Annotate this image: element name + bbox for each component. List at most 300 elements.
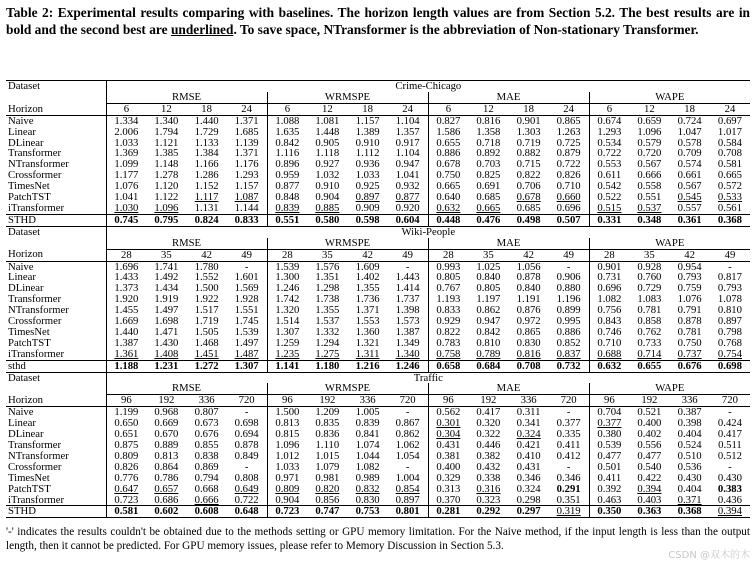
result-cell: 1.586 [436,126,461,138]
result-cell: 1.919 [154,294,179,306]
result-cell: 1.440 [114,326,139,338]
result-cell: 0.377 [597,418,622,430]
result-cell: 0.422 [637,472,662,484]
result-cell: 0.661 [677,170,702,182]
result-cell: 0.335 [549,429,589,440]
result-cell: 0.556 [637,440,662,451]
result-cell: 0.837 [549,349,589,360]
result-cell: 0.830 [355,494,380,506]
result-cell: 0.768 [717,337,742,349]
result-cell: 0.783 [436,337,461,349]
watermark: CSDN @双木的木 [668,550,750,561]
model-row [6,261,750,272]
result-cell: 0.852 [549,338,589,349]
result-cell: 0.793 [717,283,742,295]
result-cell: 1.054 [388,451,428,462]
result-cell: 1.033 [355,170,380,182]
result-cell: 0.822 [516,170,541,182]
result-cell: 0.431 [516,461,541,473]
horizon-value: 6 [428,103,468,115]
footnote: '-' indicates the results couldn't be obtained due to the methods setting or GPU memory limitation. For the Naive method, if the input length is less than the output length, then it cannot be predicted. For GPU memory issues, please refer to Memory Discussion in Section 5.3. [6,526,750,552]
metric-header: WAPE [589,238,750,249]
result-cell: 0.291 [549,484,589,495]
result-cell: 0.756 [597,305,622,317]
result-cell: 0.830 [516,337,541,349]
result-cell: 0.723 [267,506,307,518]
horizon-value: 42 [509,249,549,261]
horizon-row [6,395,750,407]
result-cell: 0.822 [436,326,461,338]
metric-header: RMSE [106,92,267,103]
result-cell: 0.562 [436,406,461,419]
result-cell: 1.177 [114,170,139,182]
result-cell: 0.387 [677,406,702,419]
result-cell: 0.579 [637,137,662,149]
result-cell: 0.838 [194,450,219,462]
result-cell: 0.835 [315,418,340,430]
result-cell: 1.669 [114,316,139,327]
horizon-value: 24 [549,103,589,115]
result-cell: 0.864 [154,461,179,473]
result-cell: 0.696 [597,283,622,295]
result-cell: 1.180 [307,360,347,372]
result-cell: 1.576 [315,261,340,273]
model-row [6,272,750,283]
result-cell: 1.176 [227,159,267,170]
model-row [6,127,750,138]
result-cell: 0.382 [476,450,501,462]
result-cell: 0.714 [637,348,662,360]
table-caption [6,4,750,38]
result-cell: 0.925 [355,181,380,193]
result-cell: 0.959 [275,170,300,182]
result-cell: 1.012 [275,450,300,462]
result-cell: 0.901 [597,261,622,273]
result-cell: 0.650 [114,418,139,430]
model-name: Naive [6,407,106,418]
result-cell: 1.278 [154,170,179,182]
result-cell: 0.917 [388,138,428,149]
result-cell: 0.533 [717,192,742,203]
result-cell: 0.954 [677,261,702,273]
result-cell: 1.468 [194,337,219,349]
result-cell: 0.817 [717,272,742,284]
result-cell: 1.384 [194,148,219,160]
result-cell: 0.843 [597,316,622,327]
horizon-value: 18 [348,103,388,115]
result-cell: 0.841 [355,429,380,440]
result-cell: 1.096 [637,126,662,138]
result-cell: 0.670 [154,429,179,440]
result-cell: 0.666 [194,494,219,506]
result-cell: 0.886 [549,327,589,338]
caption-underlined-word: underlined [170,22,234,37]
result-cell: 1.118 [315,148,340,160]
model-row [6,462,750,473]
result-cell: 0.825 [476,170,501,182]
horizon-value: 42 [348,249,388,261]
result-cell: 1.451 [194,348,219,360]
horizon-value: 35 [146,249,186,261]
result-cell: 0.805 [476,283,501,295]
result-cell: 0.897 [388,495,428,506]
result-cell: 0.929 [436,316,461,327]
result-cell: 0.602 [146,506,186,518]
result-cell: 0.567 [637,159,662,171]
result-cell: 0.722 [597,148,622,160]
model-row [6,170,750,181]
model-name: iTransformer [6,203,106,214]
result-cell: 1.104 [388,148,428,159]
result-cell: 0.553 [597,159,622,171]
horizon-value: 336 [509,395,549,407]
metric-header: MAE [428,92,589,103]
result-cell: 0.501 [597,461,622,473]
result-cell: 0.767 [436,283,461,295]
result-cell: 0.567 [677,181,702,193]
result-cell: 0.604 [388,214,428,226]
result-cell: 0.674 [597,115,622,127]
result-cell: 0.733 [637,337,662,349]
result-cell: 0.666 [637,170,662,182]
result-cell: 1.402 [355,272,380,284]
result-cell: 1.032 [315,170,340,182]
result-cell: 0.877 [275,181,300,193]
result-cell: 0.297 [509,506,549,518]
result-cell: 0.760 [637,272,662,284]
result-cell: 0.521 [637,406,662,419]
result-cell: 0.371 [677,494,702,506]
result-cell: 1.440 [194,115,219,127]
result-cell: 0.329 [436,472,461,484]
result-cell: 1.144 [227,203,267,214]
result-cell: 0.848 [275,192,300,203]
result-cell: 0.324 [516,429,541,440]
result-cell: 0.715 [516,159,541,171]
result-cell: 1.340 [154,115,179,127]
model-name: DLinear [6,429,106,440]
model-row [6,484,750,495]
result-cell: 1.471 [154,326,179,338]
horizon-value: 49 [710,249,750,261]
result-cell: 0.477 [597,450,622,462]
result-cell: 0.709 [677,148,702,160]
dataset-label: Dataset [6,226,106,237]
result-cell: 1.794 [154,126,179,138]
result-cell: 1.736 [355,294,380,306]
result-cell: 0.781 [677,326,702,338]
result-cell: 0.703 [476,159,501,171]
result-cell: 0.574 [677,159,702,171]
horizon-value: 720 [710,395,750,407]
result-cell: 0.581 [106,506,146,518]
horizon-value: 42 [670,249,710,261]
model-name: STHD [6,214,106,226]
result-cell: 0.762 [637,326,662,338]
result-cell: 1.131 [194,202,219,214]
result-cell: 0.910 [315,181,340,193]
result-cell: 0.725 [549,138,589,149]
result-cell: 0.794 [194,472,219,484]
result-cell: 0.810 [476,337,501,349]
model-name: PatchTST [6,484,106,495]
result-cell: 0.724 [677,115,702,127]
result-cell: 0.840 [516,283,541,295]
result-cell: 1.408 [154,348,179,360]
model-row [6,192,750,203]
result-cell: 1.096 [275,440,300,451]
result-cell: 0.836 [315,429,340,440]
result-cell: 1.056 [516,261,541,273]
result-cell: 1.500 [275,406,300,419]
result-cell: 0.346 [516,472,541,484]
metric-row-spacer [6,383,106,394]
result-cell: 0.856 [315,494,340,506]
result-cell: 0.561 [717,202,742,214]
result-cell: 1.635 [275,126,300,138]
model-name: STHD [6,506,106,518]
result-cell: 1.719 [194,316,219,327]
result-cell: 1.082 [355,461,380,473]
result-cell: 0.795 [146,214,186,226]
result-cell: 0.892 [476,148,501,160]
result-cell: 1.385 [154,148,179,160]
result-cell: 1.081 [315,115,340,127]
result-cell: 0.905 [315,137,340,149]
result-cell: 1.334 [114,115,139,127]
result-cell: 0.901 [516,115,541,127]
result-cell: - [728,406,732,419]
horizon-value: 35 [468,249,508,261]
result-cell: 0.899 [549,305,589,316]
result-cell: 0.877 [388,192,428,203]
result-cell: 0.685 [476,192,501,203]
result-cell: 0.875 [114,440,139,451]
metric-row [6,383,750,394]
result-cell: 0.698 [227,418,267,429]
result-cell: 0.320 [476,418,501,430]
result-cell: 0.826 [549,170,589,181]
model-name: PatchTST [6,192,106,203]
result-cell: 0.776 [114,472,139,484]
result-cell: 0.402 [637,429,662,440]
result-cell: 0.411 [549,440,589,451]
model-row [6,327,750,338]
result-cell: 0.524 [677,440,702,451]
result-cell: 0.826 [114,461,139,473]
result-cell: 1.047 [677,126,702,138]
result-cell: 1.087 [227,192,267,203]
result-cell: 0.972 [516,316,541,327]
result-cell: 0.659 [637,115,662,127]
result-cell: 0.417 [717,429,742,440]
result-cell: 1.601 [227,272,267,283]
result-cell: 1.387 [114,337,139,349]
result-cell: 0.512 [717,450,742,462]
result-cell: 0.648 [227,506,267,518]
result-cell: 1.259 [275,337,300,349]
result-cell: 1.246 [388,360,428,372]
result-cell: 1.358 [476,126,501,138]
horizon-value: 35 [307,249,347,261]
model-name: Crossformer [6,462,106,473]
result-cell: 0.820 [315,483,340,495]
result-cell: 0.832 [355,483,380,495]
horizon-label: Horizon [6,249,106,261]
result-cell: 0.904 [315,192,340,203]
result-cell: 1.004 [388,473,428,484]
result-cell: 0.398 [677,418,702,430]
model-row [6,214,750,226]
result-cell: 0.331 [589,214,629,226]
result-cell: 0.392 [597,483,622,495]
result-cell: 0.313 [436,483,461,495]
model-row [6,338,750,349]
result-cell: 0.341 [516,418,541,430]
result-cell: 0.897 [717,316,742,327]
model-name: Linear [6,418,106,429]
result-cell: 0.722 [549,159,589,170]
horizon-value: 336 [348,395,388,407]
result-cell: 0.867 [388,418,428,429]
horizon-value: 96 [106,395,146,407]
model-name: NTransformer [6,159,106,170]
result-cell: 0.731 [597,272,622,284]
result-cell: 1.033 [114,137,139,149]
horizon-label: Horizon [6,395,106,407]
result-cell: 0.809 [275,483,300,495]
result-cell: 0.678 [436,159,461,171]
model-row [6,159,750,170]
result-cell: 1.696 [114,261,139,273]
horizon-value: 18 [509,103,549,115]
result-cell: 0.880 [549,283,589,294]
result-cell: 0.363 [629,506,669,518]
result-cell: 0.676 [194,429,219,440]
result-cell: 1.537 [315,316,340,327]
result-cell: 0.824 [187,214,227,226]
result-cell: 0.404 [677,483,702,495]
result-cell: 0.410 [516,450,541,462]
result-cell: 1.685 [227,127,267,138]
result-cell: 1.609 [355,261,380,273]
result-cell: 1.307 [275,326,300,338]
result-cell: 0.298 [516,494,541,506]
result-cell: 1.745 [227,316,267,327]
result-cell: 1.166 [194,159,219,171]
result-cell: 1.517 [194,305,219,317]
result-cell: 0.370 [436,494,461,506]
result-cell: 0.676 [670,360,710,372]
model-row [6,506,750,518]
result-cell: 1.553 [355,316,380,327]
result-cell: 0.319 [549,506,589,518]
result-cell: 1.443 [388,272,428,283]
result-cell: 1.062 [388,440,428,451]
result-cell: 0.658 [428,360,468,372]
result-cell: 1.320 [275,305,300,317]
result-cell: 0.448 [428,214,468,226]
result-cell: 0.910 [355,137,380,149]
result-cell: 0.865 [549,115,589,126]
result-cell: 1.005 [355,406,380,419]
result-cell: 1.729 [194,126,219,138]
result-cell: 0.649 [227,484,267,495]
result-cell: 1.360 [355,326,380,338]
result-cell: 1.434 [154,283,179,295]
result-cell: 0.865 [516,326,541,338]
result-cell: 1.193 [436,294,461,306]
result-cell: 1.920 [114,294,139,306]
result-cell: 0.557 [677,202,702,214]
result-cell: 0.281 [428,506,468,518]
result-cell: 0.421 [516,440,541,451]
result-cell: 1.492 [154,272,179,284]
model-name: TimesNet [6,327,106,338]
result-cell: 1.121 [154,137,179,149]
horizon-value: 49 [388,249,428,261]
result-cell: 1.216 [348,360,388,372]
model-row [6,360,750,372]
horizon-value: 720 [227,395,267,407]
result-cell: 0.322 [476,429,501,440]
result-cell: 0.801 [388,506,428,518]
result-cell: 0.840 [476,272,501,284]
result-cell: 1.110 [315,440,340,451]
result-cell: 0.816 [476,115,501,127]
result-cell: 0.798 [717,326,742,338]
result-cell: 1.303 [516,126,541,138]
result-cell: - [227,462,267,473]
dataset-row [6,81,750,92]
result-cell: 0.394 [637,483,662,495]
horizon-value: 18 [670,103,710,115]
result-cell: 0.718 [476,137,501,149]
result-cell: 0.551 [267,214,307,226]
result-cell: 0.729 [637,283,662,295]
result-cell: 0.351 [549,495,589,506]
result-cell: 1.148 [154,159,179,171]
caption-text-2: . To save space, NTransformer is the abbreviation of Non-stationary Transformer. [233,22,699,37]
result-cell: 0.301 [436,418,461,430]
result-cell: 0.694 [227,429,267,440]
result-cell: 0.417 [476,406,501,419]
result-cell: 0.747 [307,506,347,518]
result-cell: 0.665 [476,202,501,214]
horizon-value: 24 [388,103,428,115]
horizon-value: 12 [307,103,347,115]
result-cell: 0.657 [154,483,179,495]
metric-header: RMSE [106,383,267,394]
result-cell: 1.104 [388,115,428,126]
model-name: Transformer [6,294,106,305]
result-cell: 0.498 [509,214,549,226]
result-cell: 0.400 [436,461,461,473]
result-cell: 1.076 [114,181,139,193]
metric-header: WAPE [589,92,750,103]
result-cell: 0.737 [677,348,702,360]
horizon-value: 12 [629,103,669,115]
model-row [6,283,750,294]
result-cell: 0.858 [637,316,662,327]
horizon-value: 35 [629,249,669,261]
horizon-value: 6 [106,103,146,115]
result-cell: 1.414 [388,283,428,294]
result-cell: 0.839 [275,202,300,214]
horizon-value: 12 [146,103,186,115]
horizon-value: 24 [710,103,750,115]
result-cell: 1.293 [227,170,267,181]
